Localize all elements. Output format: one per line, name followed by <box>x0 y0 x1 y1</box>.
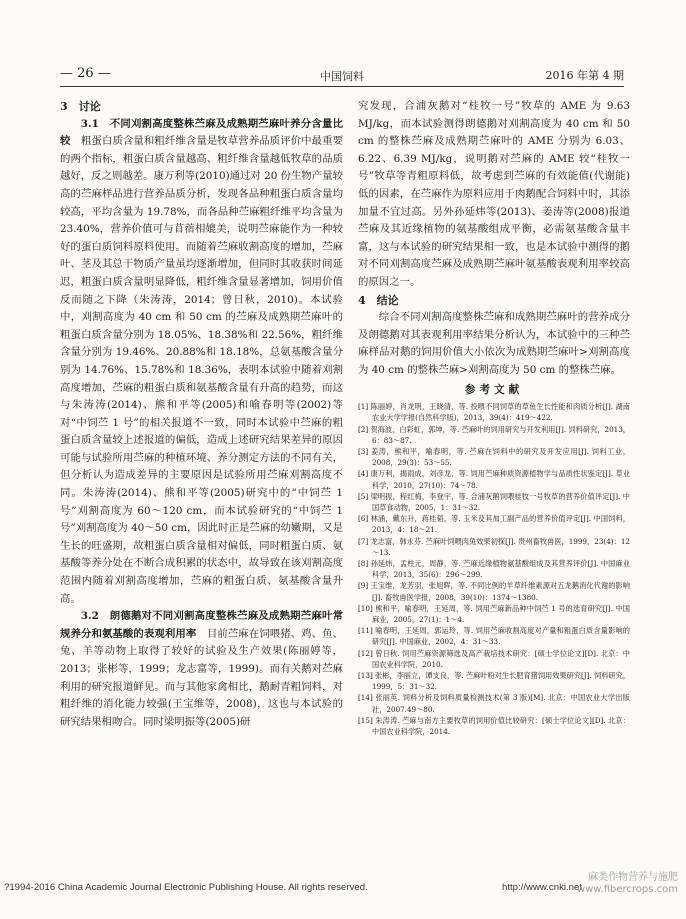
reference-item: [2] 贺海波，白彩虹，郭坤，等. 苎麻叶的饲用研究与开发利用[J]. 饲料研究，2013，6：83～87. <box>358 424 630 445</box>
page-header <box>60 62 624 84</box>
reference-item: [13] 张彬，李丽立，谭支良，等. 苎麻叶粉对生长肥育猪饲用效果研究[J]. 饲料研究，1999，5：31～32. <box>358 670 630 692</box>
copyright-notice: ?1994-2016 China Academic Journal Electronic Publishing House. All rights reserved. <box>4 882 368 893</box>
header-rule <box>60 86 624 87</box>
section-3-2-continued: 究发现，合浦灰鹅对“桂牧一号”牧草的 AME 为 9.63 MJ/kg，而本试验测得朗德鹅对刈割高度为 40 cm 和 50 cm 的整株苎麻及成熟期苎麻叶的 AME 分别为 6.03、6.22、6.39 MJ/kg，说明鹅对苎麻的 AME 较“桂牧一号”牧草等青粗原料低，故考虑到苎麻的有效能值(代谢能)低的因素，在苎麻作为原料应用于肉鹅配合饲料中时，其添加量不宜过高。另外孙延炜等(2013)、姜涛等(2008)报道苎麻及其近缘植物的氨基酸组成平衡，必需氨基酸含量丰富，这与本试验的研究结果相一致，也是本试验中测得的鹅对不同刈割高度苎麻及成熟期苎麻叶氨基酸表观利用率较高的原因之一。 <box>358 100 630 288</box>
cnki-link[interactable]: http://www.cnki.net <box>502 882 582 893</box>
section-3-1-paragraph <box>60 116 343 609</box>
section-4-title: 4 结论 <box>358 293 399 307</box>
page-number: — 26 — <box>60 66 111 81</box>
references-list <box>358 401 630 737</box>
section-3-2-text-left: 目前苎麻在饲喂猪、鸡、鱼、兔、羊等动物上取得了较好的试验及生产效果(陈丽婷等，2013；张彬等，1999；龙志富等，1999)。而有关鹅对苎麻利用的研究报道鲜见。而与其他家禽相比，鹅耐青粗饲料，对粗纤维的消化能力较强(王宝维等，2008)，这也与本试验的研究结果相吻合。同时梁明振等(2005)研 <box>60 627 344 728</box>
left-column <box>60 98 343 731</box>
right-column <box>358 98 630 737</box>
section-4-text: 综合不同刈割高度整株苎麻和成熟期苎麻叶的营养成分及朗德鹅对其表观利用率结果分析认为，本试验中的三种苎麻样品对鹅的饲用价值大小依次为成熟期苎麻叶>刈割高度为 40 cm 的整株苎麻>刈割高度为 50 cm 的整株苎麻。 <box>358 311 630 376</box>
section-3-2-paragraph <box>60 608 343 731</box>
section-3-2-title: 3.2 朗德鹅对不同刈割高度整株苎麻及成熟期苎麻叶常规养分和氨基酸的表观利用率 <box>60 610 343 640</box>
reference-item: [8] 孙延炜，孟柱元，周静，等. 苎麻近缘植物氨基酸组成及其营养评价[J]. 中国麻业科学，2013，35(6)：296～299. <box>358 558 630 580</box>
reference-item: [15] 朱涛涛. 苎麻与南方主要牧草的饲用价值比较研究：[硕士学位论文][D]. 北京：中国农业科学院，2014. <box>358 715 630 736</box>
references-title: 参考文献 <box>464 383 524 396</box>
issue-label: 2016 年第 4 期 <box>545 69 624 82</box>
reference-item: [1] 陈丽婷，肖龙明，王晓清，等. 投喂不同饲草的草鱼生长性能和肉质分析[J]. 湖南农业大学学报(自然科学版)，2013，39(4)：419～422. <box>358 402 630 423</box>
journal-name: 中国饲料 <box>320 70 364 83</box>
reference-item: [3] 姜涛，熊和平，喻春明，等. 苎麻在饲料中的研究及开发应用[J]. 饲料工业，2008，29(3)：53～55. <box>358 446 630 468</box>
section-3-1-title: 3.1 不同刈割高度整株苎麻及成熟期苎麻叶养分含量比较 <box>60 117 343 148</box>
reference-item: [14] 张丽英. 饲料分析及饲料质量检测技术(第 3 版)[M]. 北京：中国农业大学出版社，2007.49～80. <box>358 693 630 714</box>
reference-item: [4] 康万利，揭雨成，刘彦龙，等. 饲用苎麻种质资源植物学与品质性状鉴定[J]. 草业科学，2010，27(10)：74～78. <box>358 469 630 490</box>
reference-item: [6] 林涵，戴东升，蒋桂韬，等. 玉米及其加工副产品的营养价值评定[J]. 中国饲料，2013，4：18～21. <box>358 514 630 535</box>
reference-item: [7] 龙志富，韩永芬. 苎麻叶饲喂肉兔效果初探[J]. 贵州畜牧兽医，1999，23(4)：12～13. <box>358 536 630 557</box>
section-3-title: 3 讨论 <box>60 100 101 113</box>
section-3-1-text: 粗蛋白质含量和粗纤维含量是牧草营养品质评价中最重要的两个指标，粗蛋白质含量越高、粗纤维含量越低牧草的品质越好，反之则越差。康万利等(2010)通过对 20 份生物产量较高的苎麻样品进行营养品质分析，发现各品种粗蛋白质含量均较高，平均含量为 19.78%，而各品种苎麻粗纤维平均含量为 23.40%，营养价值可与苜蓿相媲美，说明苎麻能作为一种较好的蛋白质饲料原料使用。而随着苎麻收割高度的增加，苎麻叶、茎及其总干物质产量虽均逐渐增加，但同时其收获时间延迟，粗蛋白质含量明显降低，粗纤维含量显著增加，饲用价值反而随之下降（朱涛涛，2014；曾日秋，2010)。本试验中，刈割高度为 40 cm 和 50 cm 的苎麻及成熟期苎麻叶的粗蛋白质含量分别为 18.05%、18.38%和 22.56%，粗纤维含量分别为 19.46%、20.88%和 18.18%，总氨基酸含量分别为 14.76%、15.78%和 18.36%，表明本试验中随着刈割高度增加，苎麻的粗蛋白质和氨基酸含量有升高的趋势，而这与朱涛涛(2014)、熊和平等(2005)和喻春明等(2002)等对“中饲苎 1 号”的相关报道不一致，同时本试验中苎麻的粗蛋白质含量较上述报道的偏低，造成上述研究结果差异的原因可能与试验所用苎麻的种植环境、养分测定方法的不同有关，但分析认为造成差异的主要原因是试验所用苎麻刈割高度不同。朱涛涛(2014)、熊和平等(2005)研究中的“中饲苎 1 号”刈割高度为 60～120 cm，而本试验研究的“中饲苎 1 号”刈割高度为 40～50 cm，因此时正是苎麻的幼嫩期，又是生长的旺盛期，故粗蛋白质含量相对偏低，同时粗蛋白质、氨基酸等养分处在不断合成积累的状态中，故导致在该刈割高度范围内随着刈割高度增加，苎麻的粗蛋白质、氨基酸含量升高。 <box>60 135 344 605</box>
reference-item: [9] 王宝维，龙芳羽，张旭晖，等. 不同比例的羊草纤维素源对五龙鹅消化代谢的影响[J]. 畜牧兽医学报，2008，39(10)：1374～1380. <box>358 581 630 602</box>
watermark-line-2: www.fibercrops.com <box>576 884 678 895</box>
reference-item: [10] 熊和平，喻春明，王延周，等. 饲用苎麻新品种中饲苎 1 号的选育研究[J]. 中国麻业，2005，27(1)：1～4. <box>358 603 630 624</box>
watermark <box>577 872 678 896</box>
watermark-line-1: 麻类作物营养与施肥 <box>588 872 678 883</box>
reference-item: [12] 曾日秋. 饲用苎麻资源筛选及高产栽培技术研究：[硕士学位论文][D]. 北京：中国农业科学院，2010. <box>358 648 630 669</box>
reference-item: [11] 喻春明，王延周，郭运玲，等. 饲用苎麻收割高度对产量和粗蛋白质含量影响的研究[J]. 中国麻业，2002，4：31～33. <box>358 626 630 647</box>
reference-item: [5] 梁明振，程红梅，李登宇，等. 合浦灰鹅饲喂桂牧一号牧草的营养价值评定[J]. 中国草食动物，2005，1：31～32. <box>358 491 630 512</box>
